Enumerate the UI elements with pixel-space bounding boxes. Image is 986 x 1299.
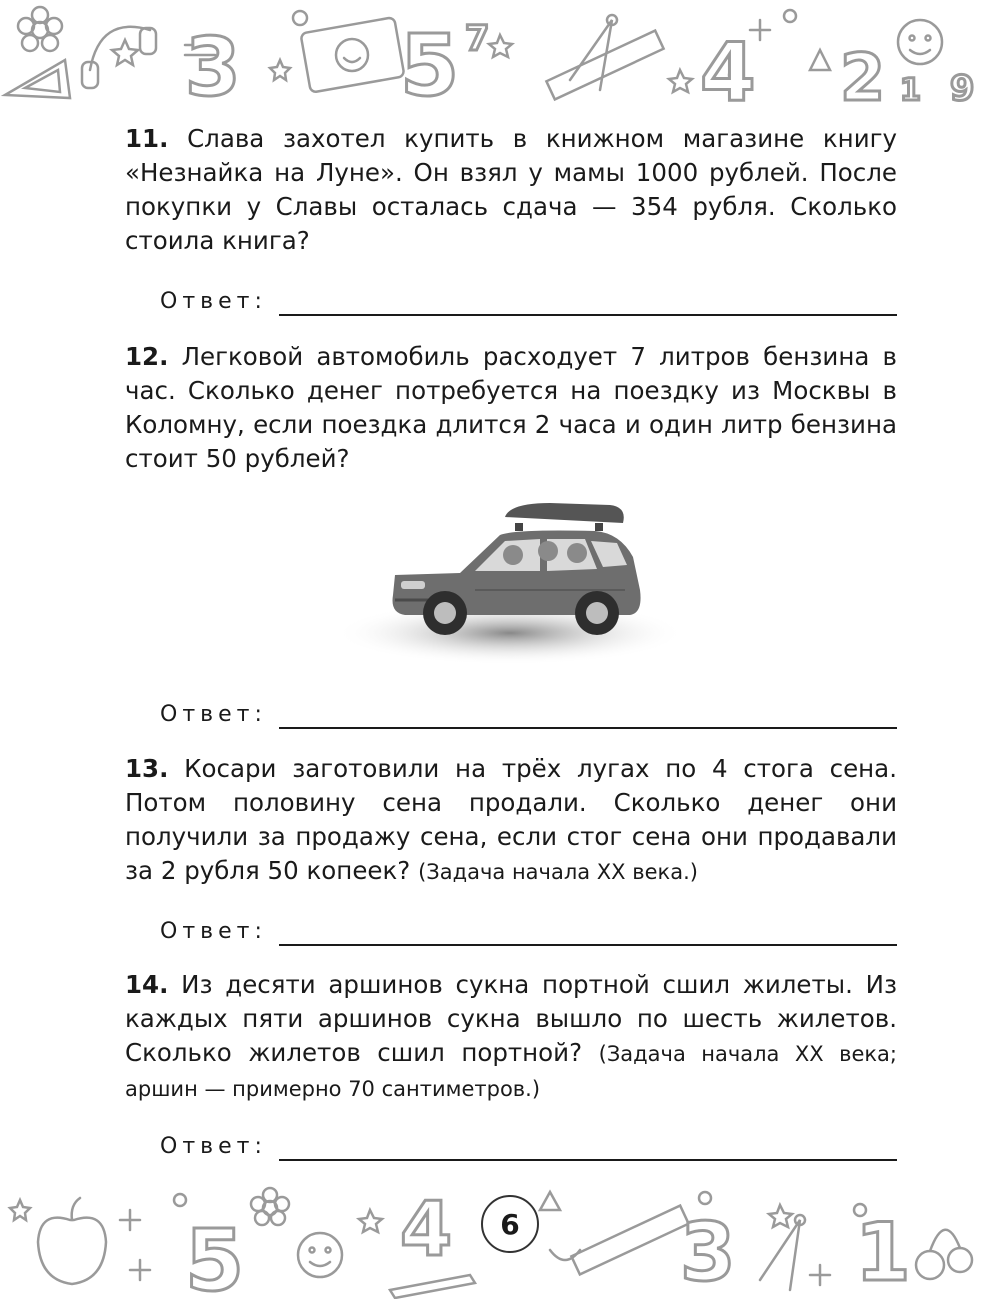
star-icon — [10, 1200, 30, 1220]
decor-digit: 3 — [680, 1206, 736, 1299]
decor-digit: 9 — [950, 69, 975, 109]
problem-number: 13. — [125, 754, 169, 783]
problem-number: 14. — [125, 970, 169, 999]
answer-line[interactable] — [279, 1133, 897, 1161]
answer-line[interactable] — [279, 918, 897, 946]
decor-digit: 5 — [185, 1212, 245, 1299]
problem-13 — [125, 752, 897, 889]
decor-digit: 4 — [700, 26, 756, 110]
smiley-icon — [298, 1233, 342, 1277]
decor-digit: 1 — [900, 73, 921, 108]
answer-line[interactable] — [279, 701, 897, 729]
apple-icon — [38, 1198, 106, 1284]
star-icon — [359, 1210, 382, 1232]
top-decor-band — [0, 0, 986, 110]
problem-number: 11. — [125, 124, 169, 153]
problem-14 — [125, 968, 897, 1106]
decor-digit: 2 — [840, 41, 886, 110]
triangle-ruler-icon — [5, 60, 70, 98]
problem-12 — [125, 340, 897, 476]
banknote-icon — [301, 17, 405, 93]
answer-row-12[interactable] — [160, 695, 897, 729]
decor-digit: 5 — [400, 17, 460, 110]
compass-icon — [760, 1215, 805, 1290]
flower-icon — [251, 1188, 289, 1225]
star-icon — [489, 35, 512, 57]
star-icon — [270, 60, 290, 80]
cherry-icon — [916, 1230, 972, 1279]
answer-row-11[interactable] — [160, 282, 897, 316]
decor-digit: 4 — [400, 1185, 453, 1273]
answer-label: Ответ: — [160, 1134, 267, 1159]
decor-digit: 1 — [855, 1206, 911, 1299]
answer-label: Ответ: — [160, 919, 267, 944]
problem-note: (Задача начала XX века; аршин — примерно 70 сантиметров.) — [125, 1042, 897, 1101]
smiley-icon — [898, 20, 942, 64]
problem-text: Косари заготовили на трёх лугах по 4 стога сена. Потом половину сена продали. Сколько денег они получили за продажу сена, если стог сена они продавали за 2 рубля 50 копеек? — [125, 754, 897, 885]
problem-11 — [125, 122, 897, 258]
star-icon — [112, 40, 138, 65]
problem-note: (Задача начала XX века.) — [418, 860, 698, 884]
answer-label: Ответ: — [160, 702, 267, 727]
answer-row-14[interactable] — [160, 1127, 897, 1161]
answer-label: Ответ: — [160, 289, 267, 314]
answer-row-13[interactable] — [160, 912, 897, 946]
flower-icon — [18, 7, 62, 51]
decor-digit: 7 — [465, 19, 490, 59]
page-number: 6 — [481, 1195, 539, 1253]
decor-digit: 3 — [185, 21, 241, 110]
problem-text: Слава захотел купить в книжном магазине книгу «Незнайка на Луне». Он взял у мамы 1000 рублей. После покупки у Славы осталась сдача — 354 рубля. Сколько стоила книга? — [125, 124, 897, 255]
answer-line[interactable] — [279, 288, 897, 316]
car-illustration — [335, 495, 685, 675]
problem-text: Из десяти аршинов сукна портной сшил жилеты. Из каждых пяти аршинов сукна вышло по шесть жилетов. Сколько жилетов сшил портной? — [125, 970, 897, 1067]
star-icon — [769, 1205, 792, 1227]
pencil-icon — [390, 1275, 475, 1298]
star-icon — [669, 70, 692, 92]
problem-text: Легковой автомобиль расходует 7 литров бензина в час. Сколько денег потребуется на поездку из Москвы в Коломну, если поездка длится 2 часа и один литр бензина стоит 50 рублей? — [125, 342, 897, 473]
problem-number: 12. — [125, 342, 169, 371]
ruler-icon — [571, 1206, 688, 1275]
